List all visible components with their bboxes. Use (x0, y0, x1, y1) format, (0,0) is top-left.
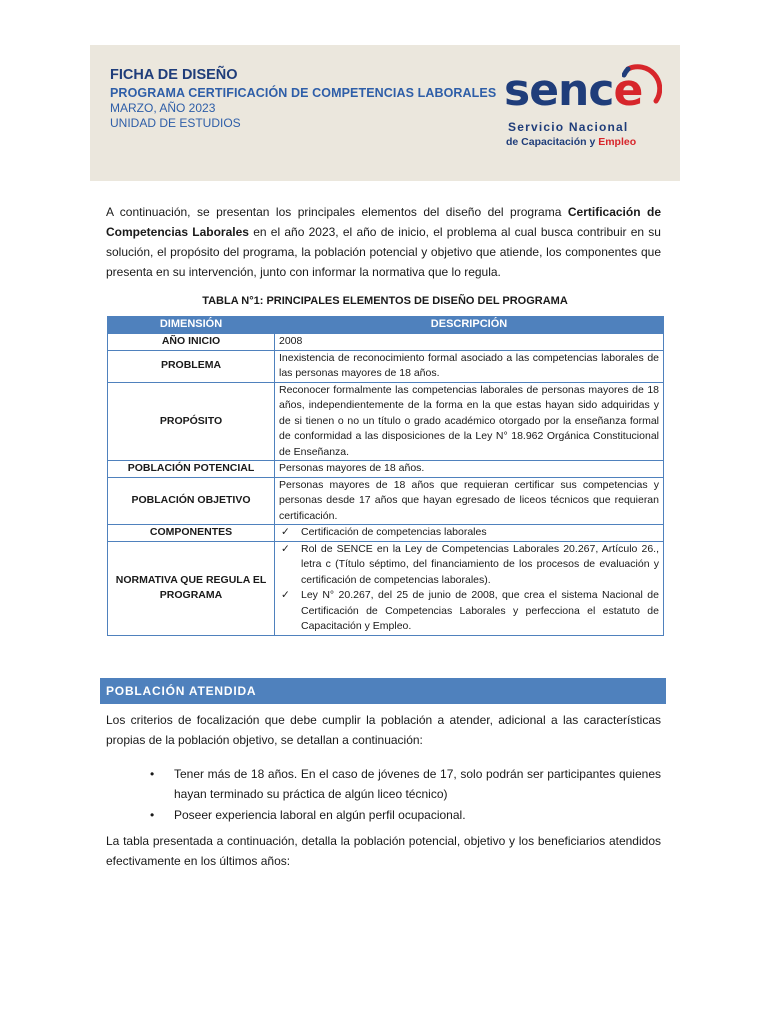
normativa-item-text: Rol de SENCE en la Ley de Competencias Laborales 20.267, Artículo 26., letra c (Título séptimo, del financiamiento de los procesos de evaluación y certificación de competencias laborales). (301, 542, 659, 586)
document-date: MARZO, AÑO 2023 (110, 101, 216, 115)
table-row (108, 461, 664, 478)
row-label-proposito: PROPÓSITO (108, 382, 275, 461)
row-value-normativa (275, 541, 664, 635)
row-value-proposito: Reconocer formalmente las competencias laborales de personas mayores de 18 años, independientemente de la forma en la que estas hayan sido adquiridas y de si tienen o no un título o grado académico otorgado por la enseñanza formal de conformidad a las disposiciones de la Ley N° 18.962 Orgánica Constitucional de Enseñanza. (275, 382, 664, 461)
table-caption: TABLA N°1: PRINCIPALES ELEMENTOS DE DISEÑO DEL PROGRAMA (202, 295, 568, 307)
row-value-objetivo: Personas mayores de 18 años que requieran certificar sus competencias y personas desde 17 años que hayan egresado de liceos técnicos que requieran certificación. (275, 477, 664, 525)
logo-swoosh-icon (622, 61, 662, 115)
criteria-text: Poseer experiencia laboral en algún perfil ocupacional. (174, 808, 466, 822)
list-item (150, 805, 661, 825)
row-label-inicio: AÑO INICIO (108, 334, 275, 351)
criteria-list (150, 764, 661, 825)
bullet-icon: • (150, 767, 155, 781)
row-value-inicio: 2008 (275, 334, 664, 351)
table-header-row (108, 317, 664, 334)
document-unit: UNIDAD DE ESTUDIOS (110, 116, 241, 130)
normativa-item-text: Ley N° 20.267, del 25 de junio de 2008, que crea el sistema Nacional de Certificación de Competencias Laborales y perfecciona el estatuto de Capacitación y Empleo. (301, 589, 659, 632)
table-row (108, 541, 664, 635)
list-item (279, 542, 659, 589)
table-row (108, 334, 664, 351)
program-elements-table (107, 316, 664, 636)
row-label-problema: PROBLEMA (108, 350, 275, 382)
row-value-problema: Inexistencia de reconocimiento formal asociado a las competencias laborales de las personas mayores de 18 años. (275, 350, 664, 382)
table-row (108, 525, 664, 542)
table-row (108, 350, 664, 382)
table-row (108, 477, 664, 525)
check-icon: ✓ (281, 589, 290, 601)
component-item-text: Certificación de competencias laborales (301, 526, 487, 538)
row-value-componentes (275, 525, 664, 542)
intro-program-name: Certificación de Competencias Laborales (106, 205, 661, 239)
sence-logo (504, 65, 669, 157)
intro-text-1: A continuación, se presentan los principales elementos del diseño del programa (106, 205, 568, 219)
intro-text-2: en el año 2023, el año de inicio, el problema al cual busca contribuir en su solución, el propósito del programa, la población potencial y objetivo que atiende, los componentes que presenta en su intervención, junto con informar la normativa que lo regula. (106, 225, 661, 279)
row-label-normativa: NORMATIVA QUE REGULA EL PROGRAMA (108, 541, 275, 635)
program-name: PROGRAMA CERTIFICACIÓN DE COMPETENCIAS LABORALES (110, 86, 497, 100)
check-icon: ✓ (281, 542, 290, 555)
list-item (150, 764, 661, 804)
table-row (108, 382, 664, 461)
logo-subtagline-b: Empleo (598, 136, 637, 148)
bullet-icon: • (150, 808, 155, 822)
document-header (90, 45, 680, 181)
section-heading-poblacion: POBLACIÓN ATENDIDA (100, 678, 666, 704)
list-item (279, 588, 659, 635)
row-label-objetivo: POBLACIÓN OBJETIVO (108, 477, 275, 525)
document-title: FICHA DE DISEÑO (110, 67, 238, 83)
logo-subtagline (506, 136, 636, 148)
check-icon: ✓ (281, 526, 290, 538)
section-paragraph-criteria: Los criterios de focalización que debe cumplir la población a atender, adicional a las características propias de la población objetivo, se detallan a continuación: (106, 713, 661, 747)
list-item (279, 525, 659, 541)
row-value-potencial: Personas mayores de 18 años. (275, 461, 664, 478)
intro-paragraph (106, 202, 661, 282)
column-header-description: DESCRIPCIÓN (275, 317, 664, 334)
header-text-block (110, 67, 496, 131)
logo-word-accent: e (613, 65, 643, 116)
criteria-text: Tener más de 18 años. En el caso de jóvenes de 17, solo podrán ser participantes quienes hayan terminado su práctica de algún liceo técnico) (174, 767, 661, 801)
logo-word-main: senc (504, 65, 614, 116)
logo-subtagline-a: de Capacitación y (506, 136, 599, 148)
row-label-componentes: COMPONENTES (108, 525, 275, 542)
section-paragraph-table-intro: La tabla presentada a continuación, detalla la población potencial, objetivo y los beneficiarios atendidos efectivamente en los últimos años: (106, 834, 661, 868)
row-label-potencial: POBLACIÓN POTENCIAL (108, 461, 275, 478)
logo-tagline: Servicio Nacional (508, 120, 629, 134)
column-header-dimension: DIMENSIÓN (108, 317, 275, 334)
